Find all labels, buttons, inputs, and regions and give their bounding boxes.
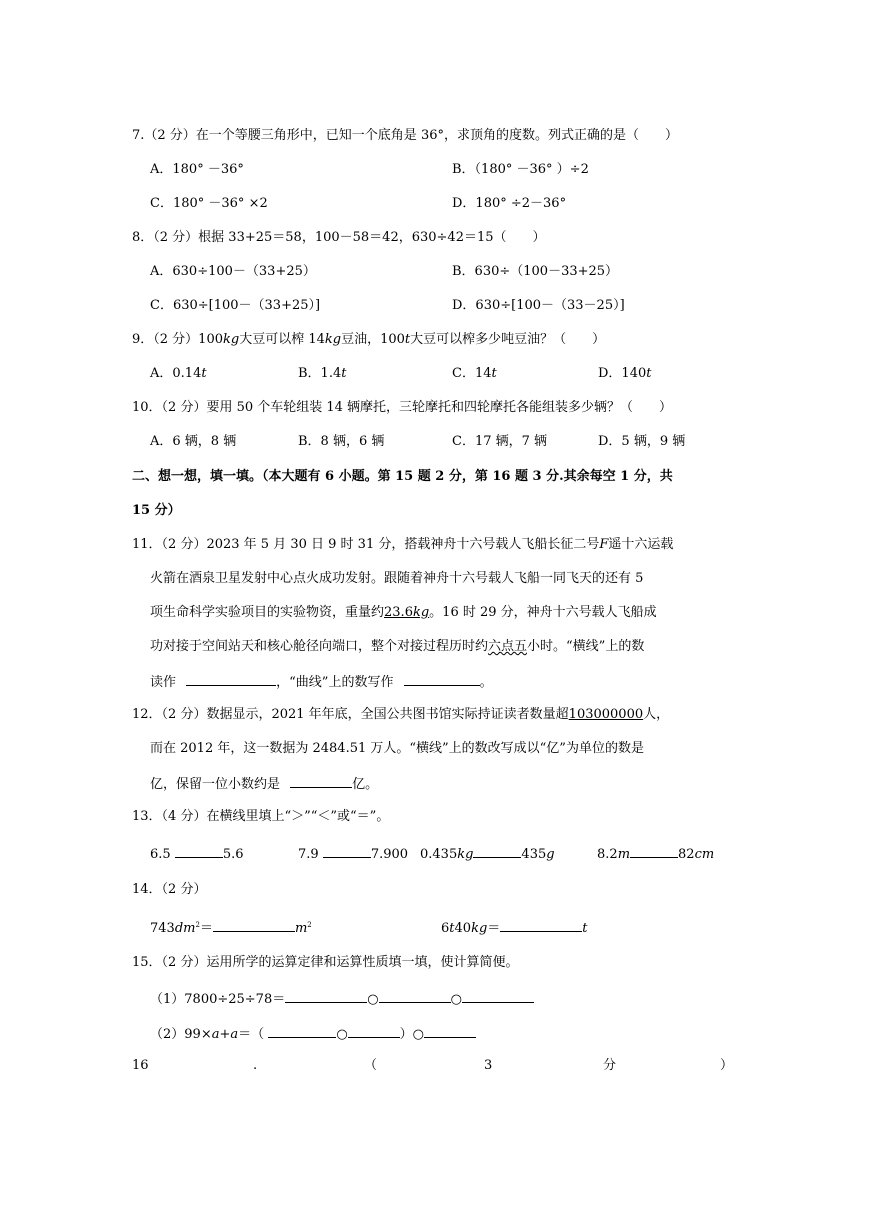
answer-blank[interactable] (473, 843, 521, 858)
question-13-pair-2: 7.9 7.900 (298, 843, 408, 865)
question-7-option-c: C．180° －36° ×2 (150, 196, 268, 211)
answer-blank[interactable] (424, 1023, 476, 1038)
question-10-option-a: A．6 辆，8 辆 (150, 434, 237, 449)
question-7-option-a: A．180° －36° (150, 162, 244, 177)
question-15-part-1: （1）7800÷25÷78＝ ○ ○ (150, 988, 534, 1010)
question-11-line-5: 读作 ，“曲线”上的数写作 。 (150, 671, 493, 693)
answer-blank[interactable] (290, 773, 352, 788)
question-11-line-1: 11．（2 分）2023 年 5 月 30 日 9 时 31 分，搭载神舟十六号载人飞船长征二号F遥十六运载 (132, 537, 674, 552)
question-9-option-d: D．140t (598, 366, 652, 381)
question-9-option-a: A．0.14t (150, 366, 207, 381)
question-16-right-paren: ） (720, 1058, 734, 1073)
question-11-line-4: 功对接于空间站天和核心舱径向端口，整个对接过程历时约六点五小时。“横线”上的数 (150, 639, 645, 654)
answer-blank[interactable] (186, 671, 276, 686)
underlined-number: 103000000 (568, 707, 644, 722)
question-11-line-2: 火箭在酒泉卫星发射中心点火成功发射。跟随着神舟十六号载人飞船一同飞天的还有 5 (150, 571, 644, 586)
answer-blank[interactable] (379, 988, 451, 1003)
question-16-fen: 分 (603, 1058, 617, 1073)
underlined-number: 23.6kg (384, 605, 430, 620)
question-11-line-3: 项生命科学实验项目的实验物资，重量约23.6kg。16 时 29 分，神舟十六号载人飞船成 (150, 605, 657, 620)
question-14-part-2: 6t40kg＝ t (441, 917, 588, 939)
question-14-part-1: $743dm^2= m^2$ (150, 917, 312, 939)
question-7-option-d: D．180° ÷2－36° (452, 196, 567, 211)
answer-blank[interactable] (630, 843, 678, 858)
question-14-stem: 14．（2 分） (132, 882, 207, 897)
question-9-stem: 9．（2 分）100kg大豆可以榨 14kg豆油，100t大豆可以榨多少吨豆油？（ ） (132, 332, 606, 347)
question-13-pair-1: 6.5 5.6 (150, 843, 244, 865)
question-16-number: 16 (132, 1058, 149, 1073)
answer-blank[interactable] (268, 1023, 336, 1038)
question-16-dot: . (253, 1058, 258, 1073)
question-9-option-b: B．1.4t (298, 366, 347, 381)
answer-blank[interactable] (404, 671, 480, 686)
question-9-option-c: C．14t (452, 366, 497, 381)
question-7-stem: 7.（2 分）在一个等腰三角形中，已知一个底角是 36°，求顶角的度数。列式正确的是（ ） (132, 128, 678, 143)
question-8-stem: 8．（2 分）根据 33+25＝58，100－58＝42，630÷42＝15（ ） (132, 230, 546, 245)
question-12-line-1: 12．（2 分）数据显示，2021 年年底，全国公共图书馆实际持证读者数量超103000000人， (132, 707, 670, 722)
section-2-heading-cont: 15 分） (132, 503, 181, 518)
question-16-score: 3 (484, 1058, 493, 1073)
question-12-line-3: 亿，保留一位小数约是 亿。 (150, 773, 378, 795)
question-16-left-paren: （ (364, 1058, 378, 1073)
answer-blank[interactable] (323, 843, 371, 858)
question-10-option-b: B．8 辆，6 辆 (298, 434, 385, 449)
question-10-option-c: C．17 辆，7 辆 (452, 434, 548, 449)
answer-blank[interactable] (462, 988, 534, 1003)
answer-blank[interactable] (175, 843, 223, 858)
question-8-option-d: D．630÷[100－（33－25）] (452, 298, 625, 313)
question-7-option-b: B．（180° －36° ）÷2 (452, 162, 589, 177)
answer-blank[interactable] (348, 1023, 400, 1038)
question-8-option-c: C．630÷[100－（33+25）] (150, 298, 321, 313)
question-10-option-d: D．5 辆，9 辆 (598, 434, 686, 449)
answer-blank[interactable] (213, 917, 295, 932)
answer-blank[interactable] (500, 917, 582, 932)
question-13-pair-3: 0.435kg 435g (420, 843, 555, 865)
section-2-heading: 二、想一想，填一填。（本大题有 6 小题。第 15 题 2 分，第 16 题 3 分.其余每空 1 分，共 (132, 469, 673, 484)
question-10-stem: 10．（2 分）要用 50 个车轮组装 14 辆摩托，三轮摩托和四轮摩托各能组装多少辆？（ ） (132, 400, 673, 415)
question-13-stem: 13．（4 分）在横线里填上“＞”“＜”或“＝”。 (132, 809, 390, 824)
question-15-part-2: （2）99×a+a＝（ ○ ）○ (150, 1023, 476, 1045)
question-13-pair-4: 8.2m 82cm (597, 843, 714, 865)
answer-blank[interactable] (285, 988, 367, 1003)
question-8-option-b: B．630÷（100－33+25） (452, 264, 619, 279)
wavy-underlined-number: 六点五 (488, 639, 528, 654)
question-12-line-2: 而在 2012 年，这一数据为 2484.51 万人。“横线”上的数改写成以“亿”为单位的数是 (150, 741, 644, 756)
question-15-stem: 15．（2 分）运用所学的运算定律和运算性质填一填，使计算简便。 (132, 955, 519, 970)
question-8-option-a: A．630÷100－（33+25） (150, 264, 316, 279)
